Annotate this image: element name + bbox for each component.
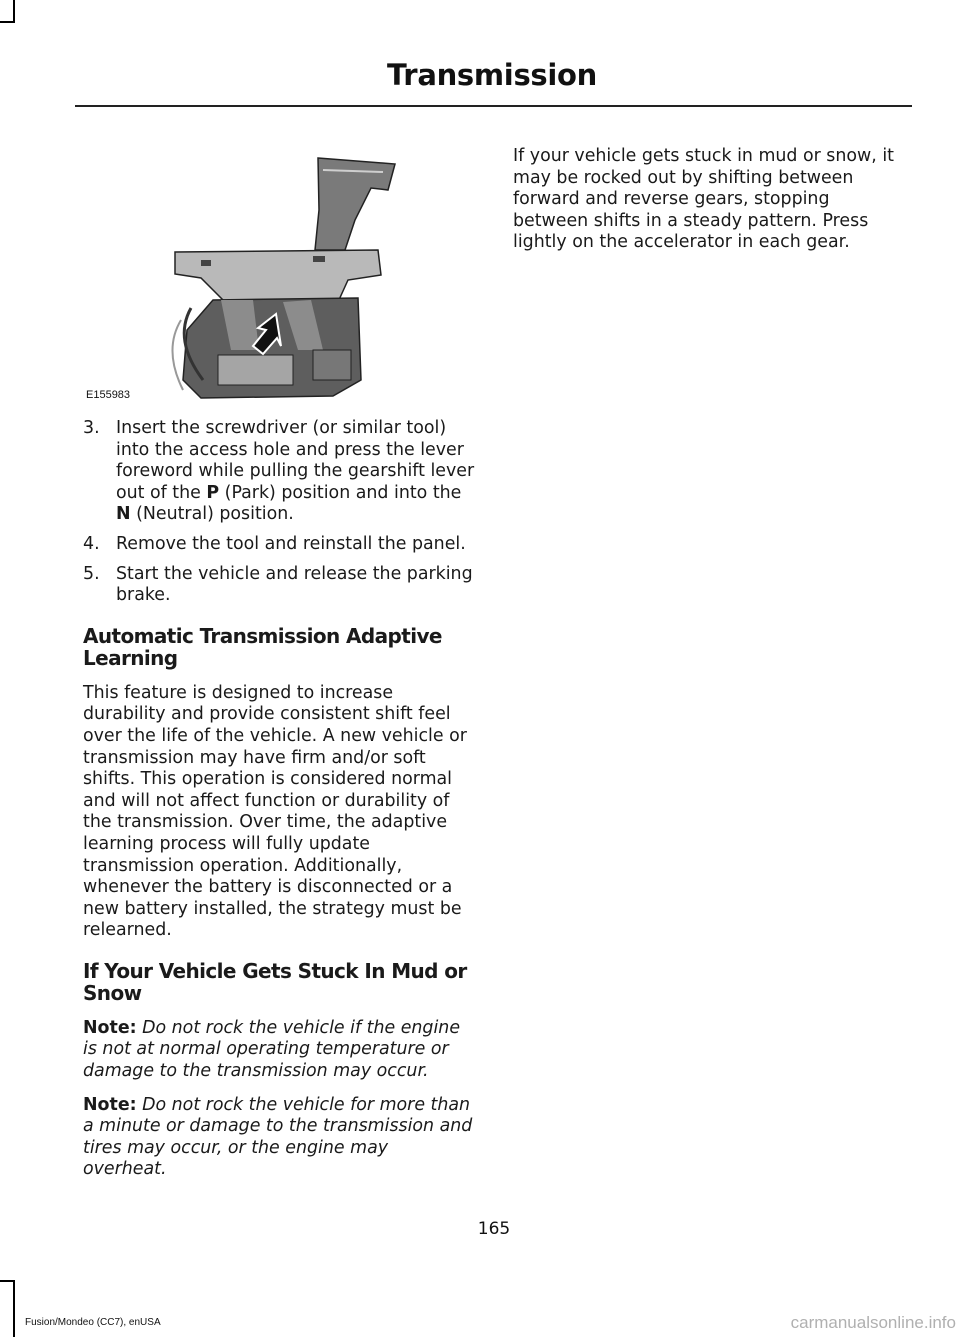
section-heading-adaptive-learning: Automatic Transmission Adaptive Learning <box>83 623 442 671</box>
page-number: 165 <box>477 1219 511 1239</box>
watermark: carmanualsonline.info <box>790 1313 956 1332</box>
right-column <box>513 146 899 254</box>
adaptive-learning-body: This feature is designed to increase durability and provide consistent shift feel over the life of the vehicle. A new vehicle or transmission may have firm and/or soft shifts. This operation is considered normal and will not affect function or durability of the transmission. Over time, the adaptive learning process will fully update transmission operation. Additionally, whenever the battery is disconnected or a new battery installed, the strategy must be relearned. <box>83 682 467 941</box>
crop-mark <box>13 0 15 22</box>
gear-neutral: N <box>116 504 131 525</box>
step-text: (Park) position and into the <box>219 482 462 503</box>
rocking-instructions: If your vehicle gets stuck in mud or snow, it may be rocked out by shifting between forward and reverse gears, stopping between shifts in a steady pattern. Press lightly on the accelerator in each gear. <box>513 146 894 253</box>
step-number: 4. <box>83 533 100 554</box>
note-paragraph <box>83 1018 475 1083</box>
note-label: Note: <box>83 1094 137 1115</box>
note-paragraph <box>83 1095 475 1181</box>
crop-mark <box>0 21 15 23</box>
procedure-steps <box>83 418 475 607</box>
list-item <box>83 564 475 607</box>
step-text: Insert the screwdriver (or similar tool) into the access hole and press the lever foreword while pulling the gearshift lever out of the <box>116 418 475 503</box>
gear-park: P <box>206 482 220 503</box>
step-text: Start the vehicle and release the parking brake. <box>116 563 473 606</box>
step-number: 3. <box>83 418 100 438</box>
step-number: 5. <box>83 563 100 584</box>
crop-mark <box>0 1280 15 1282</box>
footer-model: Fusion/Mondeo (CC7), enUSA <box>25 1317 161 1328</box>
note-text: Do not rock the vehicle if the engine is not at normal operating temperature or damage to the transmission may occur. <box>83 1017 461 1082</box>
shift-lever-figure <box>83 150 475 405</box>
left-column <box>83 150 475 1193</box>
step-text: (Neutral) position. <box>130 504 294 525</box>
section-heading-stuck: If Your Vehicle Gets Stuck In Mud or Snow <box>83 958 467 1006</box>
list-item <box>83 534 475 556</box>
step-text: Remove the tool and reinstall the panel. <box>116 533 466 554</box>
page-title: Transmission <box>387 58 597 92</box>
note-label: Note: <box>83 1017 137 1038</box>
header-divider <box>75 105 912 107</box>
figure-code: E155983 <box>86 389 131 401</box>
list-item <box>83 418 475 526</box>
note-text: Do not rock the vehicle for more than a minute or damage to the transmission and tires may occur, or the engine may overheat. <box>83 1094 473 1180</box>
shift-lever-access-hole-illustration <box>83 150 475 405</box>
crop-mark <box>13 1280 15 1337</box>
